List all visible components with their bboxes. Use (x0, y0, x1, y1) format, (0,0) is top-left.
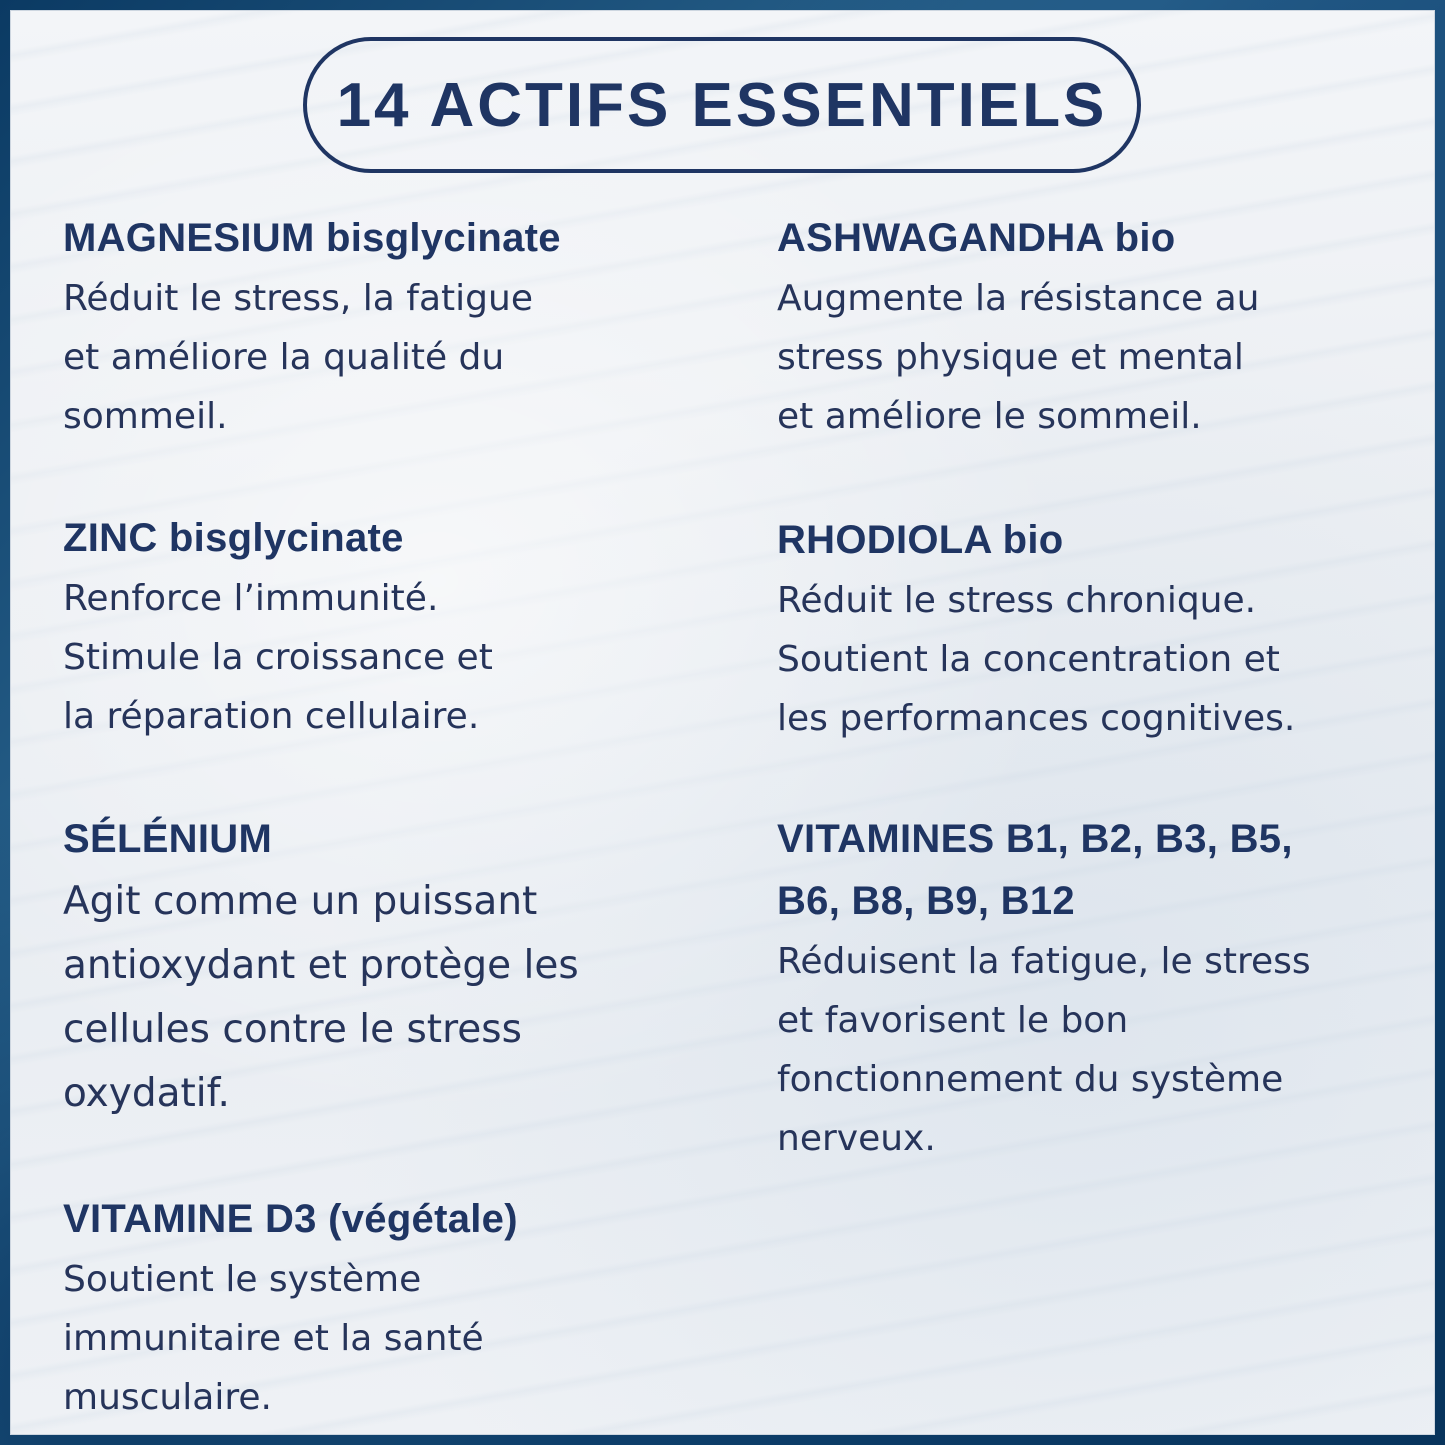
ingredient-name: VITAMINES B1, B2, B3, B5, B6, B8, B9, B12 (777, 817, 1293, 923)
ingredient-description: Augmente la résistance au stress physique et mental et améliore le sommeil. (777, 278, 1260, 437)
ingredient-rhodiola (777, 509, 1417, 748)
ingredient-name: SÉLÉNIUM (63, 817, 273, 861)
ingredient-zinc (63, 507, 703, 746)
ingredient-description: Agit comme un puissant antioxydant et protège les cellules contre le stress oxydatif. (63, 879, 579, 1116)
ingredient-name: ZINC bisglycinate (63, 516, 404, 560)
ingredient-description: Renforce l’immunité. Stimule la croissance et la réparation cellulaire. (63, 578, 493, 737)
ingredient-name: RHODIOLA bio (777, 518, 1064, 562)
ingredient-description: Réduit le stress chronique. Soutient la concentration et les performances cognitives. (777, 580, 1296, 739)
ingredient-vitamin-d3 (63, 1188, 703, 1427)
ingredient-name: ASHWAGANDHA bio (777, 216, 1176, 260)
title-badge (303, 37, 1141, 173)
ingredient-name: MAGNESIUM bisglycinate (63, 216, 561, 260)
ingredient-name: VITAMINE D3 (végétale) (63, 1197, 518, 1241)
ingredient-description: Réduit le stress, la fatigue et améliore la qualité du sommeil. (63, 278, 533, 437)
content-panel (10, 10, 1435, 1435)
ingredient-magnesium (63, 207, 703, 446)
ingredient-ashwagandha (777, 207, 1417, 446)
ingredient-description: Soutient le système immunitaire et la santé musculaire. (63, 1259, 484, 1418)
ingredient-vitamins-b (777, 808, 1417, 1168)
ingredient-description: Réduisent la fatigue, le stress et favorisent le bon fonctionnement du système nerveux. (777, 941, 1311, 1159)
ingredient-selenium (63, 808, 703, 1126)
page-title: 14 ACTIFS ESSENTIELS (336, 70, 1108, 140)
